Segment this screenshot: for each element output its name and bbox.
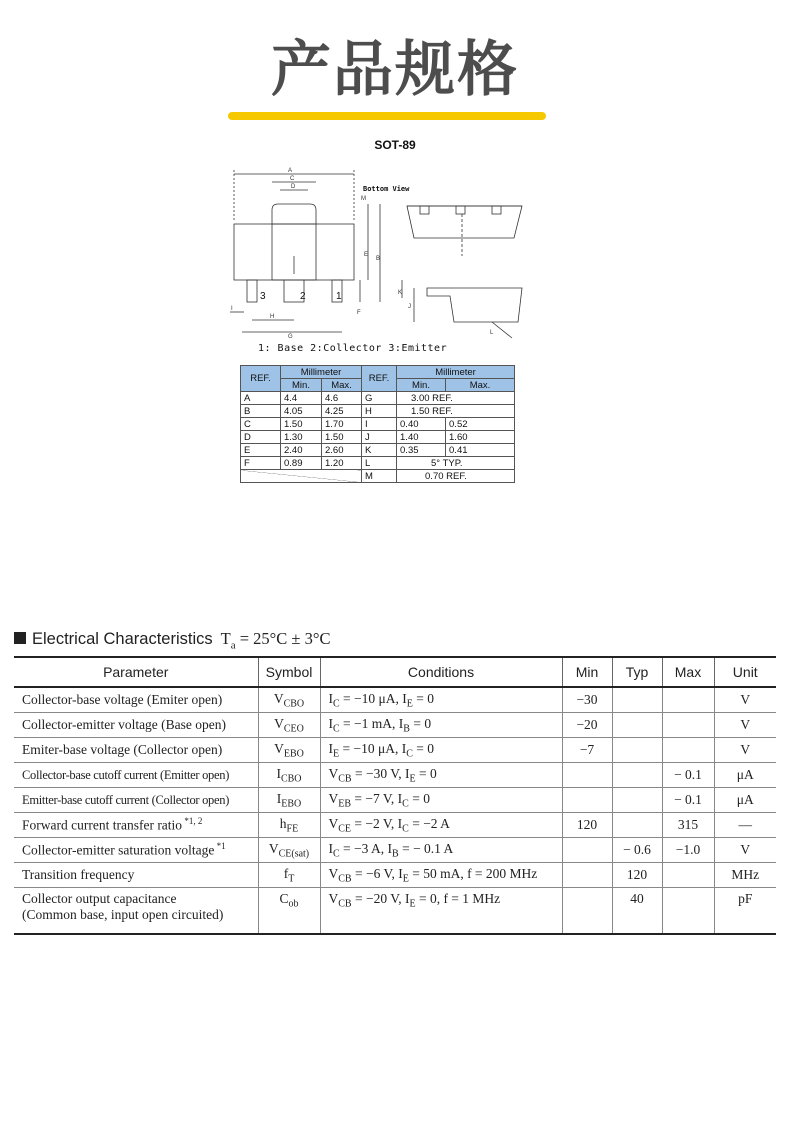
- min-cell: −7: [562, 738, 612, 763]
- conditions-cell: $V_{EB} = -7$ V, $I_C = 0$: [320, 788, 562, 813]
- max-cell: 1.50: [322, 431, 362, 444]
- typ-cell: − 0.6: [612, 838, 662, 863]
- max-header: Max.: [322, 379, 362, 392]
- dim-label-l: L: [490, 330, 494, 336]
- dim-label-d: D: [291, 184, 296, 190]
- title-underline: [228, 112, 546, 120]
- parameter-cell: Emiter-base voltage (Collector open): [14, 738, 258, 763]
- pin-number-3: 3: [260, 291, 266, 302]
- ref-cell: E: [241, 444, 281, 457]
- millimeter-header: Millimeter: [397, 366, 515, 379]
- dim-label-j: J: [408, 304, 411, 310]
- table-row: [14, 888, 776, 935]
- typ-cell: [612, 687, 662, 713]
- dim-label-c: C: [290, 176, 295, 182]
- package-outline-drawing: [222, 160, 532, 340]
- min-cell: 4.05: [281, 405, 322, 418]
- dim-label-m: M: [361, 196, 366, 202]
- dim-label-f: F: [357, 310, 361, 316]
- table-row: [14, 788, 776, 813]
- pin-caption: 1: Base 2:Collector 3:Emitter: [258, 343, 448, 354]
- typ-cell: 40: [612, 888, 662, 935]
- conditions-cell: $I_E = -10$ μA, $I_C = 0$: [320, 738, 562, 763]
- unit-cell: μA: [714, 788, 776, 813]
- table-row: [14, 713, 776, 738]
- column-header: Unit: [714, 657, 776, 687]
- min-cell: [562, 788, 612, 813]
- typ-cell: [612, 813, 662, 838]
- min-cell: [562, 763, 612, 788]
- parameter-cell: Transition frequency: [14, 863, 258, 888]
- electrical-heading-text: Electrical Characteristics: [32, 630, 213, 648]
- min-cell: 1.30: [281, 431, 322, 444]
- parameter-cell: Collector-emitter saturation voltage $^{*1}$: [14, 838, 258, 863]
- value-cell: 0.70 REF.: [397, 470, 515, 483]
- max-cell: 1.60: [446, 431, 515, 444]
- conditions-cell: $I_C = -3$ A, $I_B$ = − 0.1 A: [320, 838, 562, 863]
- min-header: Min.: [281, 379, 322, 392]
- unit-cell: V: [714, 713, 776, 738]
- typ-cell: [612, 713, 662, 738]
- max-cell: 2.60: [322, 444, 362, 457]
- max-cell: 4.6: [322, 392, 362, 405]
- package-name: SOT-89: [374, 138, 416, 152]
- value-cell: 3.00 REF.: [397, 392, 515, 405]
- max-cell: [662, 687, 714, 713]
- table-row: [241, 470, 515, 483]
- value-cell: 1.50 REF.: [397, 405, 515, 418]
- typ-cell: 120: [612, 863, 662, 888]
- page-title: 产品规格: [271, 35, 519, 105]
- max-cell: 0.52: [446, 418, 515, 431]
- table-row: [241, 418, 515, 431]
- max-header: Max.: [446, 379, 515, 392]
- column-header: Typ: [612, 657, 662, 687]
- table-row: [14, 763, 776, 788]
- table-row: [14, 687, 776, 713]
- ref-cell: M: [362, 470, 397, 483]
- symbol-cell: $V_{EBO}$: [258, 738, 320, 763]
- min-cell: 2.40: [281, 444, 322, 457]
- parameter-cell: Collector-base voltage (Emiter open): [14, 687, 258, 713]
- unit-cell: V: [714, 738, 776, 763]
- max-cell: − 0.1: [662, 763, 714, 788]
- unit-cell: pF: [714, 888, 776, 935]
- symbol-cell: $f_T$: [258, 863, 320, 888]
- parameter-cell: Collector-base cutoff current (Emitter open): [14, 763, 258, 788]
- ref-cell: H: [362, 405, 397, 418]
- min-cell: 0.40: [397, 418, 446, 431]
- max-cell: [662, 888, 714, 935]
- symbol-cell: $V_{CE(sat)}$: [258, 838, 320, 863]
- parameter-cell: Collector output capacitance (Common base, input open circuited): [14, 888, 258, 935]
- typ-cell: [612, 788, 662, 813]
- value-cell: 5° TYP.: [397, 457, 515, 470]
- ref-cell: A: [241, 392, 281, 405]
- conditions-cell: $I_C = -1$ mA, $I_B = 0$: [320, 713, 562, 738]
- table-row: [14, 813, 776, 838]
- table-row: [241, 444, 515, 457]
- unit-cell: μA: [714, 763, 776, 788]
- ref-cell: G: [362, 392, 397, 405]
- unit-cell: V: [714, 687, 776, 713]
- parameter-cell: Emitter-base cutoff current (Collector open): [14, 788, 258, 813]
- max-cell: [662, 863, 714, 888]
- table-row: [241, 431, 515, 444]
- ref-cell: I: [362, 418, 397, 431]
- min-cell: −20: [562, 713, 612, 738]
- column-header: Parameter: [14, 657, 258, 687]
- dimension-table: [240, 365, 515, 483]
- ref-cell: D: [241, 431, 281, 444]
- conditions-cell: $V_{CB} = -30$ V, $I_E = 0$: [320, 763, 562, 788]
- dim-label-i: I: [231, 306, 233, 312]
- table-row: [241, 392, 515, 405]
- max-cell: 4.25: [322, 405, 362, 418]
- conditions-cell: $V_{CB} = -6$ V, $I_E = 50$ mA, f = 200 MHz: [320, 863, 562, 888]
- bottom-view-label: Bottom View: [363, 185, 410, 193]
- empty-diagonal-cell: [241, 470, 362, 483]
- max-cell: −1.0: [662, 838, 714, 863]
- electrical-heading: [14, 629, 330, 651]
- pin-number-1: 1: [336, 291, 342, 302]
- dim-label-b: B: [376, 256, 381, 262]
- table-row: [241, 405, 515, 418]
- ref-cell: C: [241, 418, 281, 431]
- max-cell: [662, 738, 714, 763]
- min-cell: 0.89: [281, 457, 322, 470]
- parameter-cell: Collector-emitter voltage (Base open): [14, 713, 258, 738]
- heading-bullet-icon: [14, 632, 26, 644]
- ambient-condition: $T_a = 25^\circ C \pm 3^\circ C$: [220, 629, 331, 652]
- millimeter-header: Millimeter: [281, 366, 362, 379]
- column-header: Min: [562, 657, 612, 687]
- unit-cell: V: [714, 838, 776, 863]
- symbol-cell: $V_{CEO}$: [258, 713, 320, 738]
- dim-label-a: A: [288, 168, 293, 174]
- min-cell: −30: [562, 687, 612, 713]
- electrical-table: [14, 656, 776, 935]
- column-header: Max: [662, 657, 714, 687]
- table-row: [14, 738, 776, 763]
- column-header: Symbol: [258, 657, 320, 687]
- ref-cell: J: [362, 431, 397, 444]
- dim-label-h: H: [270, 314, 275, 320]
- table-row: [14, 838, 776, 863]
- ref-cell: F: [241, 457, 281, 470]
- min-cell: [562, 888, 612, 935]
- ref-header: REF.: [362, 366, 397, 392]
- min-cell: 1.50: [281, 418, 322, 431]
- min-cell: 120: [562, 813, 612, 838]
- symbol-cell: $I_{EBO}$: [258, 788, 320, 813]
- symbol-cell: $h_{FE}$: [258, 813, 320, 838]
- unit-cell: —: [714, 813, 776, 838]
- ref-cell: B: [241, 405, 281, 418]
- dim-label-k: K: [398, 290, 403, 296]
- min-cell: 4.4: [281, 392, 322, 405]
- conditions-cell: $I_C = -10$ μA, $I_E = 0$: [320, 687, 562, 713]
- typ-cell: [612, 763, 662, 788]
- column-header: Conditions: [320, 657, 562, 687]
- typ-cell: [612, 738, 662, 763]
- unit-cell: MHz: [714, 863, 776, 888]
- ref-cell: L: [362, 457, 397, 470]
- parameter-cell: Forward current transfer ratio $^{*1, 2}$: [14, 813, 258, 838]
- table-row: [241, 457, 515, 470]
- max-cell: [662, 713, 714, 738]
- max-cell: − 0.1: [662, 788, 714, 813]
- table-row: [14, 863, 776, 888]
- dim-label-e: E: [364, 252, 369, 258]
- symbol-cell: $V_{CBO}$: [258, 687, 320, 713]
- symbol-cell: $C_{ob}$: [258, 888, 320, 935]
- min-cell: 0.35: [397, 444, 446, 457]
- min-cell: [562, 838, 612, 863]
- min-cell: [562, 863, 612, 888]
- conditions-cell: $V_{CB} = -20$ V, $I_E = 0$, f = 1 MHz: [320, 888, 562, 935]
- ref-cell: K: [362, 444, 397, 457]
- max-cell: 1.70: [322, 418, 362, 431]
- ref-header: REF.: [241, 366, 281, 392]
- pin-number-2: 2: [300, 291, 306, 302]
- min-header: Min.: [397, 379, 446, 392]
- conditions-cell: $V_{CE} = -2$ V, $I_C = -2$ A: [320, 813, 562, 838]
- symbol-cell: $I_{CBO}$: [258, 763, 320, 788]
- min-cell: 1.40: [397, 431, 446, 444]
- max-cell: 1.20: [322, 457, 362, 470]
- dim-label-g: G: [288, 334, 293, 340]
- max-cell: 315: [662, 813, 714, 838]
- max-cell: 0.41: [446, 444, 515, 457]
